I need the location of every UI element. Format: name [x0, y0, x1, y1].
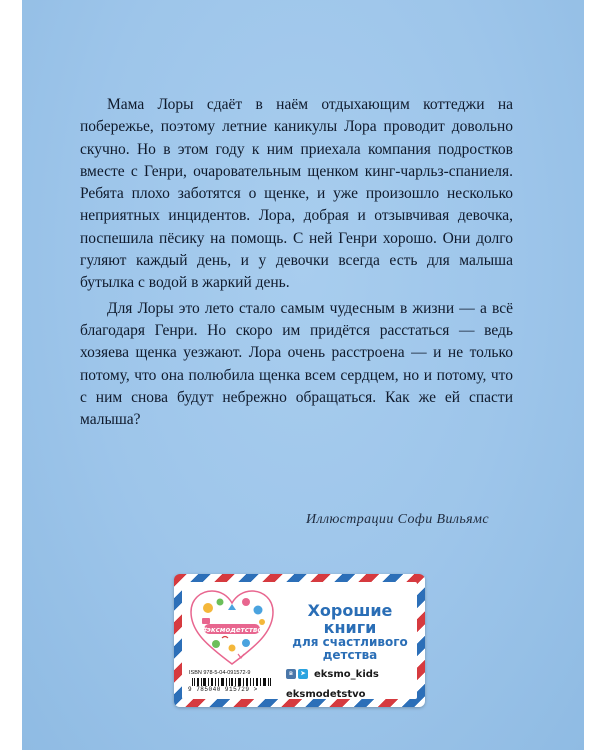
social-row-detstvo[interactable]: [286, 687, 416, 701]
heart-icon: [188, 588, 276, 668]
sticker-slogan: [290, 602, 410, 662]
sticker-hashtag: #эксмодетство: [201, 626, 263, 634]
telegram-icon: ➤: [298, 669, 308, 679]
social-handle: eksmodetstvo: [286, 688, 366, 700]
social-handle: eksmo_kids: [314, 668, 379, 680]
sticker-inner: [182, 582, 417, 699]
blurb-paragraph: Для Лоры это лето стало самым чудесным в жизни — а всё благодаря Генри. Но скоро им придётся расстаться — ведь хозяева щенка уезжают. Лора очень расстроена — и не только потому, что она полюбила щенка всем сердцем, но и потому, что с ним снова будут небрежно обращаться. Как же ей спасти малыша?: [80, 299, 513, 429]
airmail-sticker: [174, 574, 425, 707]
social-links: [286, 667, 416, 707]
slogan-line: Хорошие: [307, 601, 393, 620]
barcode-digits: 9 785040 915729 >: [188, 686, 258, 693]
slogan-line: для счастливого: [292, 635, 408, 649]
illustrator-credit: Иллюстрации Софи Вильямс: [306, 512, 489, 527]
book-blurb: [80, 94, 513, 431]
slogan-line: детства: [322, 648, 378, 662]
vk-icon: в: [286, 669, 296, 679]
social-row-kids[interactable]: [286, 667, 416, 681]
blurb-paragraph: Мама Лоры сдаёт в наём отдыхающим коттеджи на побережье, поэтому летние каникулы Лора проводит довольно скучно. Но в этом году к ним приехала компания подростков вместе с Генри, очаровательным щенком кинг-чарльз-спаниеля. Ребята плохо заботятся о щенке, и уже произошло несколько неприятных инцидентов. Лора, добрая и отзывчивая девочка, поспешила пёсику на помощь. С ней Генри хорошо. Они долго гуляют каждый день, и у девочки всегда есть для малыша бутылка с водой в жаркий день.: [80, 96, 513, 292]
slogan-line: книги: [323, 618, 377, 637]
isbn-label: ISBN 978-5-04-091572-9: [189, 670, 251, 676]
